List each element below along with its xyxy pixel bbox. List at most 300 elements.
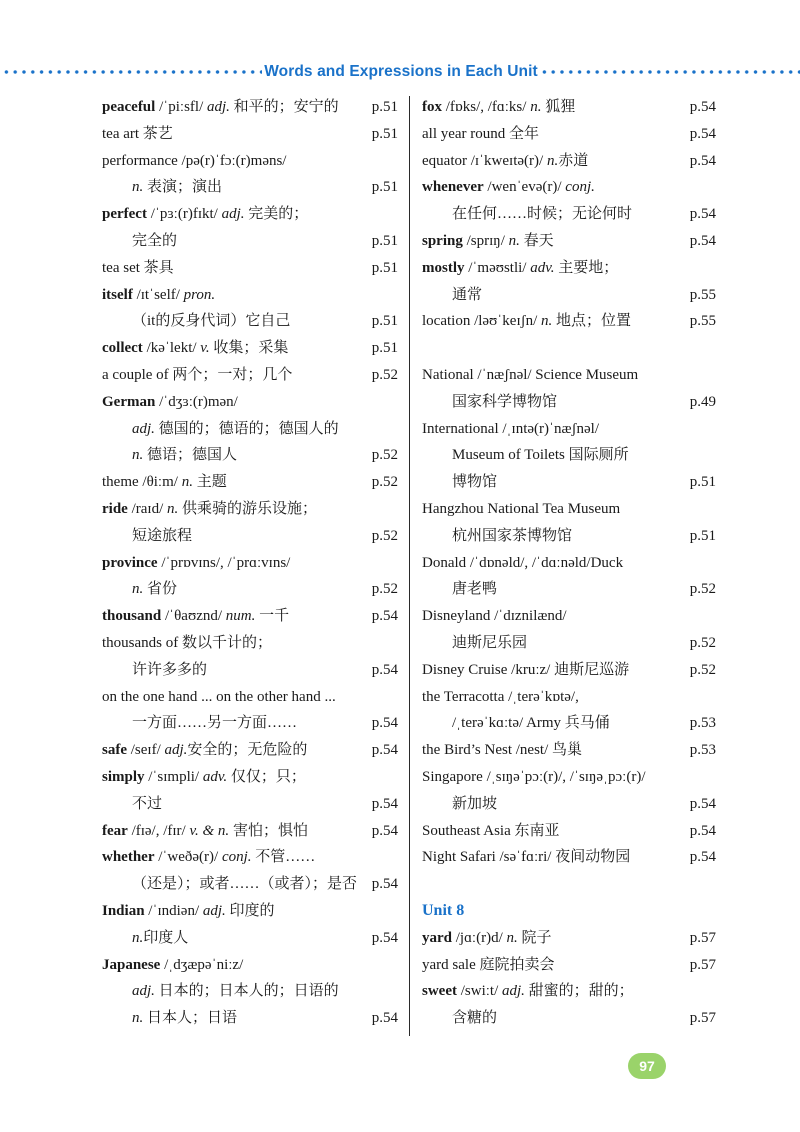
entry-text (422, 710, 610, 737)
vocab-line (422, 282, 716, 309)
vocab-line (422, 791, 716, 818)
entry-text (422, 603, 567, 630)
definition: 一千 (255, 608, 290, 625)
vocab-line (102, 228, 398, 255)
vocab-line (102, 710, 398, 737)
headword: sweet (422, 983, 457, 1000)
vocab-line (422, 496, 716, 523)
definition: 狐狸 (541, 99, 576, 115)
entry-phrase: on the one hand ... on the other hand ... (102, 688, 336, 705)
vocab-line (102, 657, 398, 684)
page-reference: p.54 (371, 742, 398, 759)
part-of-speech: adj. (164, 742, 188, 759)
vocab-line (422, 630, 716, 657)
entry-text (102, 282, 215, 309)
pronunciation: /ˈdʒɜː(r)mən/ (155, 393, 238, 410)
vocab-entry (102, 496, 398, 523)
page-reference: p.54 (689, 125, 716, 142)
vocab-line (102, 523, 398, 550)
entry-phrase: 博物馆 (452, 474, 498, 491)
vocab-entry (102, 844, 398, 871)
entry-text (102, 496, 317, 523)
definition: 害怕；惧怕 (229, 822, 308, 839)
entry-text (102, 308, 290, 335)
part-of-speech: n. (132, 1010, 144, 1027)
vocab-entry (102, 952, 398, 979)
definition: 印度人 (143, 929, 189, 946)
part-of-speech: n. (132, 179, 144, 196)
pronunciation: /ˈpiːsfl/ (155, 99, 207, 115)
page-reference: p.54 (689, 152, 716, 169)
entry-phrase: Disneyland /ˈdɪznilænd/ (422, 608, 567, 625)
entry-phrase: 唐老鸭 (452, 581, 498, 598)
page-reference: p.52 (371, 366, 398, 383)
vocab-entry (102, 550, 398, 577)
definition: 印度的 (225, 902, 275, 919)
vocab-line (422, 737, 716, 764)
part-of-speech: n. (546, 152, 559, 169)
page-reference: p.54 (371, 715, 398, 732)
vocab-entry (102, 764, 398, 791)
entry-text (102, 657, 207, 684)
vocab-line (102, 442, 398, 469)
entry-text (102, 630, 272, 657)
definition: 省份 (143, 581, 178, 598)
part-of-speech: n. (166, 500, 179, 517)
entry-phrase: the Bird’s Nest /nest/ 鸟巢 (422, 742, 582, 759)
pronunciation: /ˈɪndiən/ (144, 902, 203, 919)
entry-text (102, 94, 339, 121)
spacer (422, 871, 716, 898)
vocab-line (422, 952, 716, 979)
part-of-speech: adj. (202, 902, 226, 919)
headword: whenever (422, 179, 484, 196)
definition: 仅仅；只； (227, 768, 306, 785)
vocab-line (422, 764, 716, 791)
entry-text (422, 978, 634, 1005)
entry-phrase: 迪斯尼乐园 (452, 634, 528, 651)
part-of-speech: n. (506, 929, 518, 946)
page-reference: p.49 (689, 393, 716, 410)
entry-phrase: 完全的 (132, 232, 178, 249)
entry-text (422, 121, 539, 148)
pronunciation: /ˌdʒæpəˈniːz/ (160, 956, 244, 973)
part-of-speech: n. (508, 232, 520, 249)
entry-phrase: tea art 茶艺 (102, 125, 173, 142)
vocab-line (422, 416, 716, 443)
page-reference: p.51 (371, 179, 398, 196)
entry-text (422, 94, 575, 121)
headword: fear (102, 822, 128, 839)
page-header (0, 60, 800, 84)
pronunciation: /ˈpɜː(r)fɪkt/ (146, 206, 222, 223)
entry-text (422, 228, 554, 255)
entry-text (422, 630, 527, 657)
entry-phrase: Southeast Asia 东南亚 (422, 822, 560, 839)
entry-text (102, 737, 307, 764)
entry-phrase: Donald /ˈdɒnəld/, /ˈdɑːnəld/Duck (422, 554, 624, 571)
vocab-line (102, 684, 398, 711)
page-reference: p.53 (689, 715, 716, 732)
entry-text (422, 148, 588, 175)
page-reference: p.51 (371, 125, 398, 142)
definition: 主要地； (554, 259, 619, 276)
vocab-line (422, 710, 716, 737)
definition: 完美的； (244, 206, 309, 223)
entry-text (102, 228, 177, 255)
pronunciation: /ˈweðə(r)/ (154, 849, 222, 866)
entry-text (102, 335, 288, 362)
headword: spring (422, 232, 463, 249)
part-of-speech: v. & n. (189, 822, 230, 839)
entry-phrase: 不过 (132, 795, 163, 812)
page-reference: p.54 (371, 608, 398, 625)
unit-heading: Unit 8 (422, 901, 465, 919)
vocab-entry (422, 228, 716, 255)
dotted-rule-left (2, 70, 262, 74)
part-of-speech: n. (132, 447, 144, 464)
page-number-badge: 97 (628, 1053, 666, 1079)
definition: 德语；德国人 (143, 447, 238, 464)
page-reference: p.54 (371, 822, 398, 839)
vocab-line (422, 469, 716, 496)
definition: 和平的；安宁的 (229, 99, 339, 115)
definition: 地点；位置 (552, 313, 632, 330)
entry-phrase: tea set 茶具 (102, 259, 174, 276)
vocab-line (102, 630, 398, 657)
entry-text (422, 818, 560, 845)
entry-text (102, 416, 339, 443)
headword: itself (102, 286, 133, 303)
entry-text (102, 389, 238, 416)
vocab-line (102, 255, 398, 282)
part-of-speech: v. (200, 340, 210, 357)
vocab-line (102, 978, 398, 1005)
page-reference: p.54 (371, 1010, 398, 1027)
page-reference: p.55 (689, 313, 716, 330)
definition: 表演；演出 (143, 179, 223, 196)
part-of-speech: num. (225, 608, 256, 625)
vocab-line (422, 442, 716, 469)
definition: 日本的；日本人的；日语的 (154, 983, 339, 1000)
part-of-speech: n. (530, 99, 542, 115)
pronunciation: /fɒks/, /fɑːks/ (442, 99, 531, 115)
entry-phrase: 在任何……时候；无论何时 (452, 206, 633, 223)
pronunciation: /ˈprɒvɪns/, /ˈprɑːvɪns/ (157, 554, 291, 571)
entry-text (422, 952, 554, 979)
part-of-speech: adj. (207, 99, 230, 115)
part-of-speech: adj. (132, 420, 155, 437)
vocab-entry (102, 282, 398, 309)
left-column (102, 94, 398, 1032)
vocab-line (422, 121, 716, 148)
page-reference: p.57 (689, 929, 716, 946)
entry-phrase: Hangzhou National Tea Museum (422, 500, 621, 517)
pronunciation: /ɪtˈself/ (132, 286, 184, 303)
page-reference: p.54 (689, 822, 716, 839)
entry-phrase: Museum of Toilets 国际厕所 (452, 447, 629, 464)
definition: 甜蜜的；甜的； (524, 983, 634, 1000)
entry-phrase: 短途旅程 (132, 527, 193, 544)
entry-phrase: Night Safari /səˈfɑːri/ 夜间动物园 (422, 849, 631, 866)
entry-text (102, 362, 292, 389)
entry-text (102, 818, 308, 845)
entry-text (422, 844, 630, 871)
entry-text (102, 255, 174, 282)
entry-text (422, 282, 482, 309)
entry-text (102, 121, 173, 148)
entry-phrase: thousands of 数以千计的； (102, 634, 272, 651)
entry-text (102, 952, 243, 979)
pronunciation: /wenˈevə(r)/ (483, 179, 566, 196)
vocab-line (102, 791, 398, 818)
pronunciation: /ˈməʊstli/ (464, 259, 531, 276)
section-title: Words and Expressions in Each Unit (264, 63, 538, 80)
headword: perfect (102, 206, 147, 223)
vocab-line (422, 576, 716, 603)
entry-phrase: performance /pə(r)ˈfɔː(r)məns/ (102, 152, 287, 169)
vocab-line (422, 523, 716, 550)
definition: 春天 (519, 232, 554, 249)
vocab-line (422, 201, 716, 228)
headword: mostly (422, 259, 465, 276)
definition: 主题 (192, 474, 227, 491)
part-of-speech: conj. (565, 179, 595, 196)
page-reference: p.51 (371, 340, 398, 357)
vocab-entry (102, 818, 398, 845)
entry-text (422, 442, 629, 469)
entry-text (102, 523, 192, 550)
headword: peaceful (102, 99, 156, 115)
headword: Indian (102, 902, 145, 919)
vocab-line (102, 416, 398, 443)
column-divider (409, 96, 410, 1036)
part-of-speech: adv. (530, 259, 555, 276)
headword: yard (422, 929, 452, 946)
page-reference: p.52 (689, 634, 716, 651)
part-of-speech: conj. (221, 849, 252, 866)
vocab-entry (102, 898, 398, 925)
entry-text (422, 550, 623, 577)
entry-text (422, 362, 638, 389)
entry-text (422, 576, 497, 603)
vocab-line (422, 389, 716, 416)
vocab-entry (422, 925, 716, 952)
entry-phrase: theme /θiːm/ (102, 474, 182, 491)
entry-text (102, 576, 177, 603)
vocab-line (422, 657, 716, 684)
page-reference: p.54 (689, 99, 716, 115)
page-reference: p.54 (371, 661, 398, 678)
definition: 供乘骑的游乐设施； (178, 500, 317, 517)
vocab-entry (422, 255, 716, 282)
pronunciation: /raɪd/ (127, 500, 167, 517)
entry-phrase: 含糖的 (452, 1010, 498, 1027)
entry-text (422, 657, 629, 684)
entry-text (102, 710, 297, 737)
entry-text (102, 201, 308, 228)
entry-phrase: 新加坡 (452, 795, 498, 812)
entry-text (102, 469, 227, 496)
part-of-speech: adv. (202, 768, 228, 785)
entry-phrase: a couple of 两个；一对；几个 (102, 366, 293, 383)
headword: simply (102, 768, 145, 785)
spacer (422, 335, 716, 362)
entry-text (422, 684, 579, 711)
part-of-speech: n. (541, 313, 553, 330)
page-reference: p.51 (371, 232, 398, 249)
vocab-line (102, 121, 398, 148)
headword: German (102, 393, 156, 410)
page-reference: p.51 (689, 527, 716, 544)
vocab-line (422, 148, 716, 175)
entry-phrase: （it的反身代词）它自己 (132, 313, 291, 330)
vocab-entry (102, 94, 398, 121)
headword: thousand (102, 608, 162, 625)
vocab-line (102, 469, 398, 496)
pronunciation: /ˈθaʊznd/ (161, 608, 226, 625)
entry-text (102, 844, 315, 871)
pronunciation: /fɪə/, /fɪr/ (127, 822, 190, 839)
pronunciation: /kəˈlekt/ (142, 340, 201, 357)
pronunciation: /jɑː(r)d/ (452, 929, 507, 946)
entry-phrase: yard sale 庭院拍卖会 (422, 956, 555, 973)
page-reference: p.52 (371, 581, 398, 598)
pronunciation: /swiːt/ (456, 983, 502, 1000)
entry-text (422, 389, 557, 416)
vocab-line (422, 362, 716, 389)
vocab-line (422, 818, 716, 845)
vocab-entry (422, 94, 716, 121)
vocab-line (102, 308, 398, 335)
page-reference: p.53 (689, 742, 716, 759)
entry-phrase: all year round 全年 (422, 125, 540, 142)
vocab-line (102, 871, 398, 898)
entry-text (102, 791, 162, 818)
entry-phrase: International /ˌɪntə(r)ˈnæʃnəl/ (422, 420, 600, 437)
vocab-line (102, 1005, 398, 1032)
entry-text (102, 1005, 237, 1032)
entry-text (102, 925, 188, 952)
headword: Japanese (102, 956, 161, 973)
entry-text (422, 174, 595, 201)
page-reference: p.54 (689, 795, 716, 812)
definition: 赤道 (558, 152, 589, 169)
page-reference: p.52 (371, 527, 398, 544)
pronunciation: /sprɪŋ/ (462, 232, 509, 249)
part-of-speech: n. (132, 581, 144, 598)
entry-phrase: the Terracotta /ˌterəˈkɒtə/, (422, 688, 579, 705)
pronunciation: /ˈsɪmpli/ (144, 768, 203, 785)
page-reference: p.54 (371, 795, 398, 812)
part-of-speech: n. (132, 929, 144, 946)
vocab-line (422, 844, 716, 871)
vocab-line (102, 174, 398, 201)
page-reference: p.51 (371, 99, 398, 115)
entry-phrase: 国家科学博物馆 (452, 393, 558, 410)
definition: 日本人；日语 (143, 1010, 238, 1027)
entry-text (422, 308, 631, 335)
vocab-line (422, 684, 716, 711)
part-of-speech: n. (181, 474, 193, 491)
vocab-line (422, 550, 716, 577)
page-reference: p.52 (371, 474, 398, 491)
definition: 不管…… (251, 849, 316, 866)
entry-phrase: 许许多多的 (132, 661, 208, 678)
entry-text (102, 898, 275, 925)
part-of-speech: adj. (132, 983, 155, 1000)
vocab-entry (102, 737, 398, 764)
entry-phrase: （还是）；或者……（或者）；是否 (132, 876, 358, 893)
part-of-speech: adj. (502, 983, 525, 1000)
headword: ride (102, 500, 128, 517)
dotted-rule-right (540, 70, 800, 74)
vocab-line (102, 362, 398, 389)
page-reference: p.52 (689, 581, 716, 598)
vocab-line (422, 1005, 716, 1032)
entry-text (422, 255, 618, 282)
headword: safe (102, 742, 127, 759)
vocab-entry (102, 201, 398, 228)
entry-phrase: equator /ɪˈkweɪtə(r)/ (422, 152, 547, 169)
headword: collect (102, 340, 143, 357)
entry-text (422, 496, 620, 523)
entry-text (422, 416, 599, 443)
vocab-line (102, 576, 398, 603)
entry-text (102, 684, 336, 711)
page-reference: p.54 (689, 232, 716, 249)
definition: 收集；采集 (209, 340, 289, 357)
page-reference: p.51 (371, 259, 398, 276)
entry-text (422, 1005, 497, 1032)
vocab-line (422, 603, 716, 630)
part-of-speech: adj. (221, 206, 245, 223)
page-reference: p.54 (371, 929, 398, 946)
headword: province (102, 554, 158, 571)
page-reference: p.51 (371, 313, 398, 330)
entry-phrase: 一方面……另一方面…… (132, 715, 298, 732)
entry-text (102, 148, 286, 175)
entry-text (422, 469, 497, 496)
page-reference: p.54 (689, 849, 716, 866)
headword: whether (102, 849, 155, 866)
entry-text (422, 764, 646, 791)
right-column (422, 94, 716, 1032)
entry-text (422, 523, 572, 550)
definition: 德国的；德语的；德国人的 (154, 420, 339, 437)
definition: 安全的；无危险的 (187, 742, 308, 759)
page-reference: p.57 (689, 1010, 716, 1027)
entry-phrase: National /ˈnæʃnəl/ Science Museum (422, 366, 639, 383)
vocab-line (102, 148, 398, 175)
vocab-entry (102, 603, 398, 630)
entry-text (102, 764, 306, 791)
vocab-line (102, 925, 398, 952)
page-reference: p.57 (689, 956, 716, 973)
entry-text (102, 603, 289, 630)
page-reference: p.54 (371, 876, 398, 893)
vocab-entry (102, 389, 398, 416)
entry-phrase: Disney Cruise /kruːz/ 迪斯尼巡游 (422, 661, 630, 678)
page-reference: p.52 (689, 661, 716, 678)
vocab-entry (422, 978, 716, 1005)
entry-phrase: 通常 (452, 286, 483, 303)
entry-phrase: 杭州国家茶博物馆 (452, 527, 573, 544)
page-reference: p.54 (689, 206, 716, 223)
entry-text (422, 791, 497, 818)
entry-phrase: location /ləʊˈkeɪʃn/ (422, 313, 542, 330)
vocab-line (422, 308, 716, 335)
